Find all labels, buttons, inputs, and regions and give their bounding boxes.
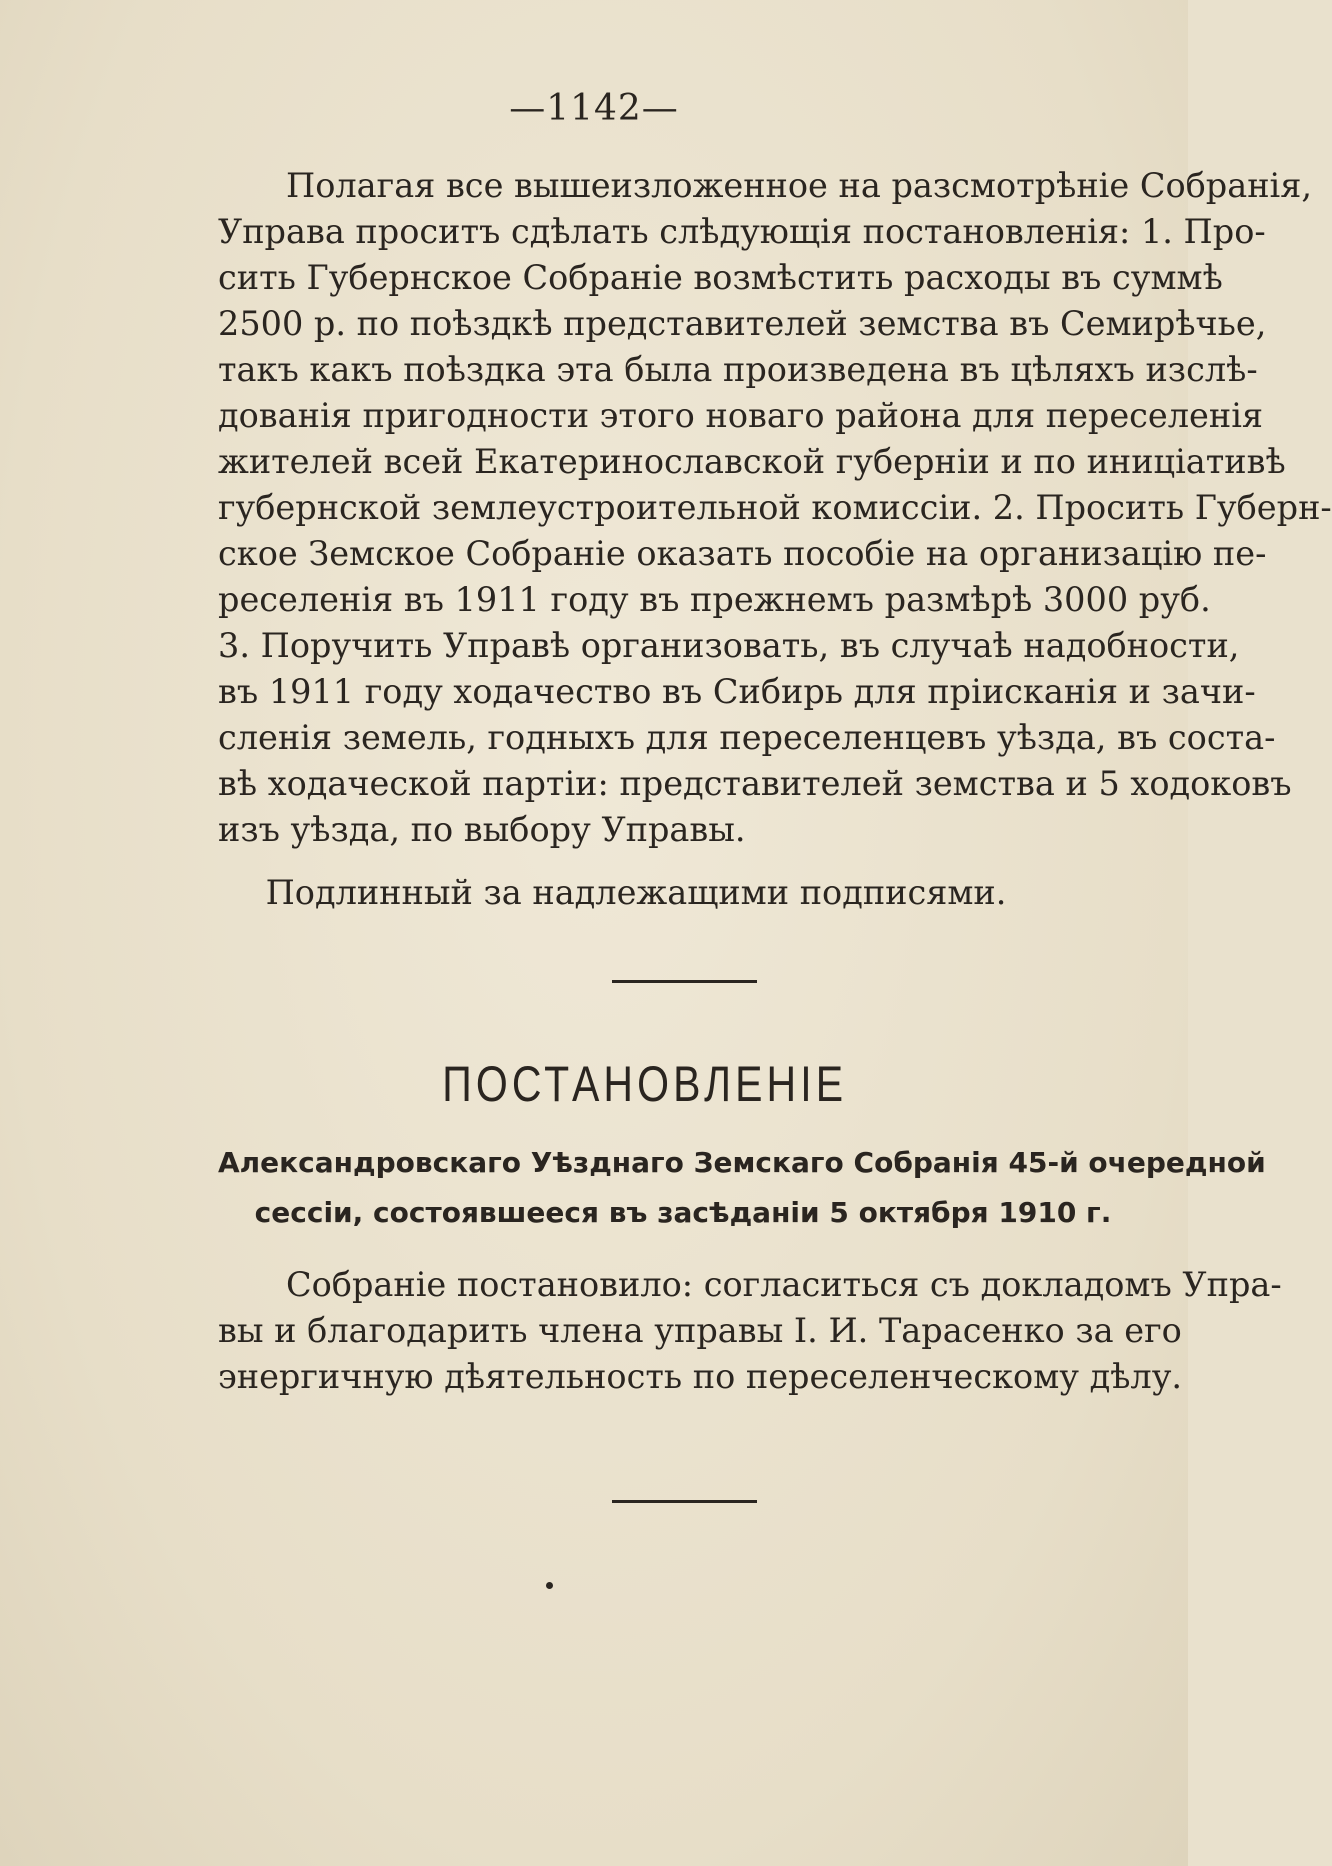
text-line: жителей всей Екатеринославской губерніи и по иниціативѣ	[218, 442, 1286, 481]
text-line: Полагая все вышеизложенное на разсмотрѣніе Собранія,	[286, 166, 1313, 205]
section-divider	[612, 1500, 757, 1503]
assembly-decision-paragraph	[218, 1262, 1282, 1400]
page-number: —1142—	[509, 88, 679, 129]
section-subheading	[218, 1138, 1266, 1238]
text-line: сленія земель, годныхъ для переселенцевъ уѣзда, въ соста-	[218, 718, 1276, 757]
text-line: въ 1911 году ходачество въ Сибирь для пріисканія и зачи-	[218, 672, 1256, 711]
text-line: ское Земское Собраніе оказать пособіе на организацію пе-	[218, 534, 1267, 573]
section-divider	[612, 980, 757, 983]
text-line: реселенія въ 1911 году въ прежнемъ размѣрѣ 3000 руб.	[218, 580, 1211, 619]
text-line: энергичную дѣятельность по переселенческому дѣлу.	[218, 1357, 1183, 1396]
text-line: 2500 р. по поѣздкѣ представителей земства въ Семирѣчье,	[218, 304, 1267, 343]
text-line: вѣ ходаческой партіи: представителей земства и 5 ходоковъ	[218, 764, 1292, 803]
text-line: изъ уѣзда, по выбору Управы.	[218, 810, 746, 849]
text-line: Собраніе постановило: согласиться съ докладомъ Упра-	[286, 1265, 1282, 1304]
text-line: такъ какъ поѣздка эта была произведена въ цѣляхъ изслѣ-	[218, 350, 1258, 389]
text-line: Управа проситъ сдѣлать слѣдующія постановленія: 1. Про-	[218, 212, 1266, 251]
text-line: сить Губернское Собраніе возмѣстить расходы въ суммѣ	[218, 258, 1223, 297]
subheading-line: сессіи, состоявшееся въ засѣданіи 5 октября 1910 г.	[254, 1196, 1112, 1229]
text-line: дованія пригодности этого новаго района для переселенія	[218, 396, 1264, 435]
ink-dot	[546, 1582, 553, 1589]
text-line: губернской землеустроительной комиссіи. 2. Просить Губерн-	[218, 488, 1332, 527]
signature-note: Подлинный за надлежащими подписями.	[265, 873, 1007, 912]
subheading-line: Александровскаго Уѣзднаго Земскаго Собранія 45-й очередной	[218, 1146, 1266, 1179]
text-line: 3. Поручить Управѣ организовать, въ случаѣ надобности,	[218, 626, 1240, 665]
section-heading: ПОСТАНОВЛЕНІЕ	[442, 1056, 848, 1112]
resolution-proposal-paragraph	[218, 163, 1332, 853]
text-line: вы и благодарить члена управы І. И. Тарасенко за его	[218, 1311, 1182, 1350]
